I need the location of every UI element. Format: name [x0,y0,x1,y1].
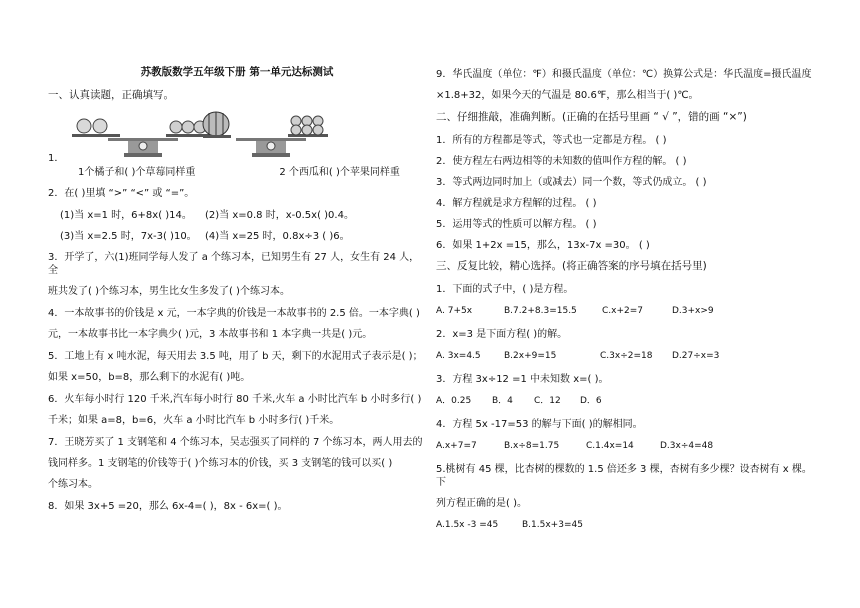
section-1-heading: 一、认真读题，正确填写。 [48,89,174,101]
question-3-line-2: 班共发了( )个练习本，男生比女生多发了( )个练习本。 [48,286,290,297]
choice-2-option-b: B.2x+9=15 [504,351,557,361]
choice-2-option-a: A. 3x=4.5 [436,351,481,361]
question-2-item-3: (3)当 x=2.5 时，7x-3( )10。 [60,231,197,242]
choice-1-option-b: B.7.2+8.3=15.5 [504,306,577,316]
question-2-item-1: (1)当 x=1 时，6+8x( )14。 [60,210,192,221]
question-5 [48,350,426,384]
choice-5 [436,463,816,510]
question-1-caption-2: 2 个西瓜和( )个苹果同样重 [279,167,400,178]
section-2-heading: 二、仔细推敲，准确判断。(正确的在括号里画 “ √ ”，错的画 “×”) [436,111,747,123]
choice-4-option-d: D.3x÷4=48 [660,441,714,451]
choice-4-option-b: B.x÷8=1.75 [504,441,560,451]
question-9-line-2: ×1.8+32，如果今天的气温是 80.6℉，那么相当于( )℃。 [436,90,699,101]
question-1-caption-1: 1个橘子和( )个草莓同样重 [78,167,196,178]
question-1-number: 1． [48,153,65,164]
question-2-stem: 2．在( )里填 “>” “<” 或 “=”。 [48,188,195,199]
choice-1-stem: 1．下面的式子中，( )是方程。 [436,284,574,295]
choice-4-stem: 4．方程 5x -17=53 的解与下面( )的解相同。 [436,419,643,430]
question-9-line-1: 9．华氏温度（单位：℉）和摄氏温度（单位：℃）换算公式是：华氏温度=摄氏温度 [436,69,812,80]
question-1-captions [48,166,426,179]
choice-3-stem: 3．方程 3x÷12 =1 中未知数 x=( )。 [436,374,609,385]
question-7-line-2: 钱同样多。1 支钢笔的价钱等于( )个练习本的价钱，买 3 支钢笔的钱可以买( ) [48,458,393,469]
question-3-line-1: 3．开学了，六(1)班同学每人发了 a 个练习本，已知男生有 27 人，女生有 24 人，全 [48,252,420,276]
choice-5-line-2: 列方程正确的是( )。 [436,498,527,509]
question-2-row-2 [60,230,426,243]
choice-4-option-c: C.1.4x=14 [586,441,634,451]
choice-3-options [436,395,816,408]
question-2-row-1 [60,209,426,222]
choice-5-options [436,519,816,532]
choice-4-option-a: A.x+7=7 [436,441,477,451]
right-column [436,68,816,542]
left-column [48,66,426,522]
balance-scale-2 [203,112,328,157]
question-6-line-2: 千米；如果 a=8，b=6，火车 a 小时比汽车 b 小时多行( )千米。 [48,415,340,426]
judge-3: 3．等式两边同时加上（或减去）同一个数，等式仍成立。 ( ) [436,177,707,188]
choice-2-option-c: C.3x÷2=18 [600,351,653,361]
judge-6: 6．如果 1+2x =15，那么，13x-7x =30。 ( ) [436,240,650,251]
choice-1-options [436,305,816,318]
choice-1-option-a: A. 7+5x [436,306,473,316]
judge-1: 1．所有的方程都是等式，等式也一定都是方程。 ( ) [436,135,667,146]
balance-scale-1 [72,119,214,157]
question-5-line-2: 如果 x=50，b=8，那么剩下的水泥有( )吨。 [48,372,251,383]
section-3-heading: 三、反复比较，精心选择。(将正确答案的序号填在括号里) [436,260,707,272]
choice-1-option-d: D.3+x>9 [672,306,714,316]
choice-1-option-c: C.x+2=7 [602,306,644,316]
question-4-line-1: 4．一本故事书的价钱是 x 元，一本字典的价钱是一本故事书的 2.5 倍。一本字典( ) [48,308,420,319]
question-2-item-4: (4)当 x=25 时，0.8x÷3 ( )6。 [205,231,350,242]
page-title: 苏教版数学五年级下册 第一单元达标测试 [140,66,334,78]
choice-5-option-b: B.1.5x+3=45 [522,520,583,530]
balance-scale-figures [48,110,426,164]
choice-3-option-c: C．12 [534,396,561,406]
question-4 [48,307,426,341]
question-7-line-1: 7．王晓芳买了 1 支钢笔和 4 个练习本，吴志强买了同样的 7 个练习本，两人用去的 [48,437,423,448]
judge-4: 4．解方程就是求方程解的过程。 ( ) [436,198,597,209]
question-6 [48,393,426,427]
choice-3-option-a: A．0.25 [436,396,472,406]
choice-5-line-1: 5.桃树有 45 棵，比杏树的棵数的 1.5 倍还多 3 棵，杏树有多少棵？设杏树有 x 棵。下 [436,464,812,488]
choice-3-option-b: B．4 [492,396,513,406]
choice-2-stem: 2．x=3 是下面方程( )的解。 [436,329,568,340]
choice-4-options [436,440,816,453]
question-3 [48,251,426,298]
question-5-line-1: 5．工地上有 x 吨水泥，每天用去 3.5 吨，用了 b 天，剩下的水泥用式子表示是( )； [48,351,423,362]
question-9 [436,68,816,102]
question-8: 8．如果 3x+5 =20，那么 6x-4=( )，8x - 6x=( )。 [48,501,288,512]
choice-2-option-d: D.27÷x=3 [672,351,720,361]
judge-2: 2．使方程左右两边相等的未知数的值叫作方程的解。 ( ) [436,156,687,167]
choice-3-option-d: D．6 [580,396,602,406]
question-7 [48,436,426,491]
choice-5-option-a: A.1.5x -3 =45 [436,520,499,530]
choice-2-options [436,350,816,363]
question-6-line-1: 6．火车每小时行 120 千米,汽车每小时行 80 千米,火车 a 小时比汽车 b 小时多行( ) [48,394,422,405]
judge-5: 5．运用等式的性质可以解方程。 ( ) [436,219,597,230]
question-4-line-2: 元，一本故事书比一本字典少( )元，3 本故事书和 1 本字典一共是( )元。 [48,329,373,340]
question-2-item-2: (2)当 x=0.8 时，x-0.5x( )0.4。 [205,210,354,221]
question-7-line-3: 个练习本。 [48,479,98,490]
balance-scales-image [48,110,428,164]
